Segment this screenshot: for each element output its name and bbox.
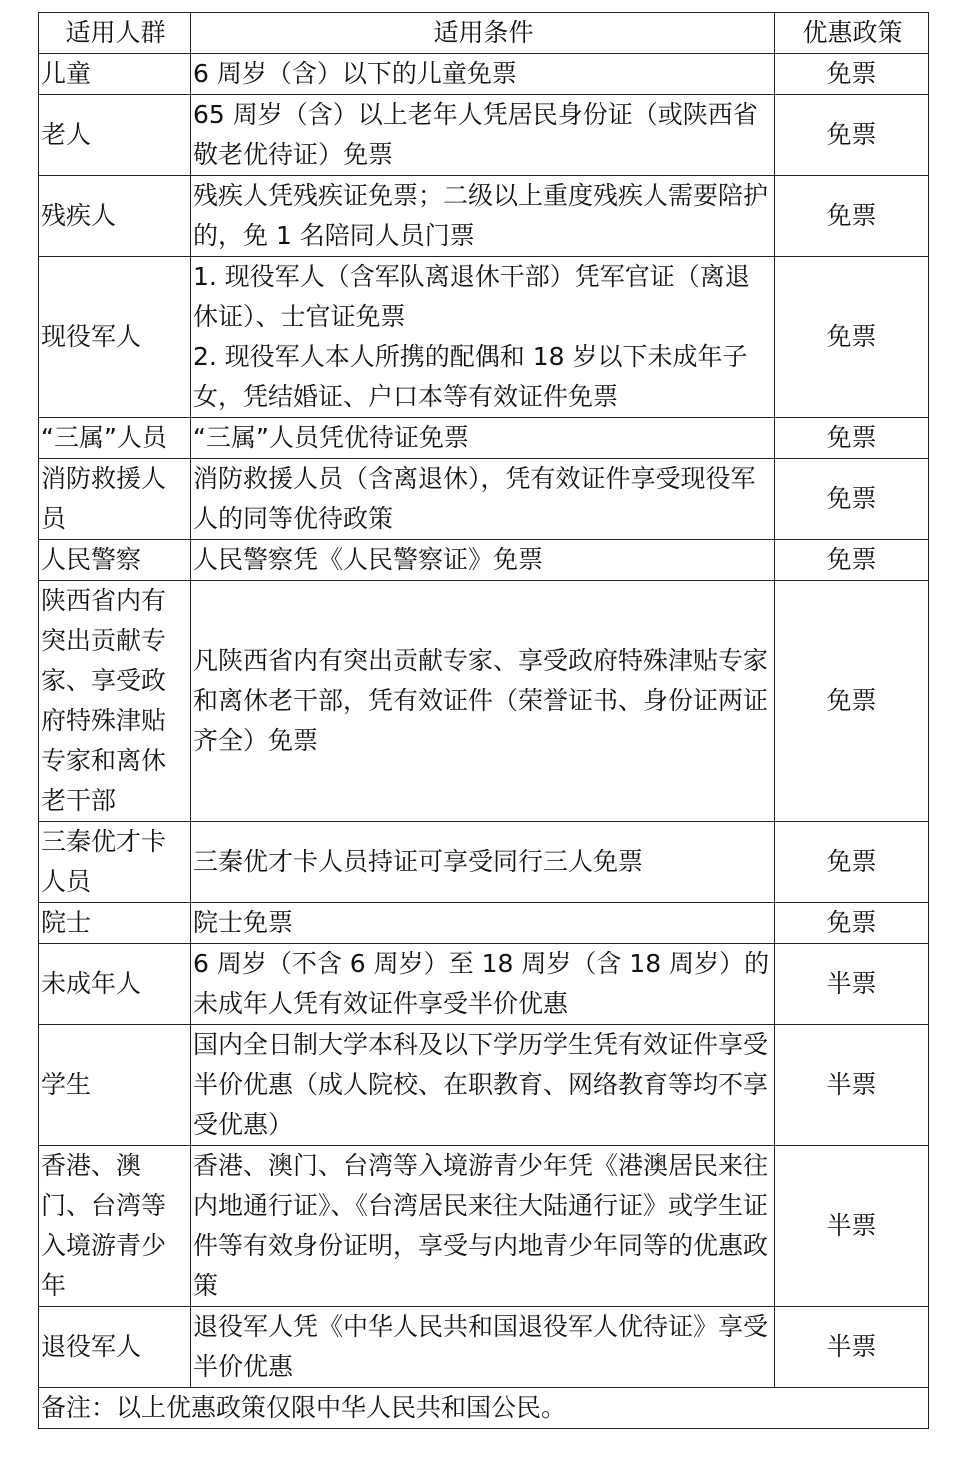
group-cell: 儿童 [39,54,191,95]
policy-cell: 免票 [775,581,929,822]
policy-cell: 半票 [775,944,929,1025]
table-row [39,581,929,822]
table-row [39,95,929,176]
group-cell: 残疾人 [39,176,191,257]
condition-cell: 凡陕西省内有突出贡献专家、享受政府特殊津贴专家和离休老干部，凭有效证件（荣誉证书、身份证两证齐全）免票 [191,581,775,822]
table-row [39,1307,929,1388]
table-row [39,418,929,459]
policy-cell: 免票 [775,459,929,540]
condition-cell: “三属”人员凭优待证免票 [191,418,775,459]
group-cell: 学生 [39,1025,191,1146]
policy-cell: 免票 [775,540,929,581]
condition-cell: 院士免票 [191,903,775,944]
condition-line: 1. 现役军人（含军队离退休干部）凭军官证（离退休证）、士官证免票 [193,262,750,331]
group-cell: 人民警察 [39,540,191,581]
condition-cell: 人民警察凭《人民警察证》免票 [191,540,775,581]
table-row [39,459,929,540]
table-row [39,176,929,257]
discount-policy-table-container [38,12,928,1429]
group-cell: 老人 [39,95,191,176]
discount-policy-table [38,12,929,1429]
header-policy: 优惠政策 [775,13,929,54]
group-cell: 院士 [39,903,191,944]
note-cell: 备注：以上优惠政策仅限中华人民共和国公民。 [39,1388,929,1429]
table-row [39,822,929,903]
policy-cell: 半票 [775,1146,929,1307]
table-row [39,257,929,418]
policy-cell: 免票 [775,176,929,257]
condition-cell: 6 周岁（不含 6 周岁）至 18 周岁（含 18 周岁）的未成年人凭有效证件享受半价优惠 [191,944,775,1025]
group-cell: 三秦优才卡人员 [39,822,191,903]
note-row [39,1388,929,1429]
condition-cell: 65 周岁（含）以上老年人凭居民身份证（或陕西省敬老优待证）免票 [191,95,775,176]
policy-cell: 半票 [775,1025,929,1146]
table-row [39,1146,929,1307]
policy-cell: 半票 [775,1307,929,1388]
condition-cell: 国内全日制大学本科及以下学历学生凭有效证件享受半价优惠（成人院校、在职教育、网络教育等均不享受优惠） [191,1025,775,1146]
condition-cell: 残疾人凭残疾证免票；二级以上重度残疾人需要陪护的，免 1 名陪同人员门票 [191,176,775,257]
condition-cell: 三秦优才卡人员持证可享受同行三人免票 [191,822,775,903]
header-condition: 适用条件 [191,13,775,54]
table-row [39,903,929,944]
group-cell: 香港、澳门、台湾等入境游青少年 [39,1146,191,1307]
group-cell: 现役军人 [39,257,191,418]
group-cell: “三属”人员 [39,418,191,459]
table-header-row [39,13,929,54]
condition-cell: 香港、澳门、台湾等入境游青少年凭《港澳居民来往内地通行证》、《台湾居民来往大陆通行证》或学生证件等有效身份证明，享受与内地青少年同等的优惠政策 [191,1146,775,1307]
condition-cell: 6 周岁（含）以下的儿童免票 [191,54,775,95]
condition-line: 2. 现役军人本人所携的配偶和 18 岁以下未成年子女，凭结婚证、户口本等有效证件免票 [193,342,748,411]
table-row [39,540,929,581]
condition-cell: 消防救援人员（含离退休），凭有效证件享受现役军人的同等优待政策 [191,459,775,540]
policy-cell: 免票 [775,903,929,944]
policy-cell: 免票 [775,822,929,903]
condition-cell [191,257,775,418]
policy-cell: 免票 [775,95,929,176]
policy-cell: 免票 [775,418,929,459]
table-row [39,1025,929,1146]
policy-cell: 免票 [775,54,929,95]
group-cell: 退役军人 [39,1307,191,1388]
table-row [39,944,929,1025]
condition-cell: 退役军人凭《中华人民共和国退役军人优待证》享受半价优惠 [191,1307,775,1388]
policy-cell: 免票 [775,257,929,418]
group-cell: 陕西省内有突出贡献专家、享受政府特殊津贴专家和离休老干部 [39,581,191,822]
group-cell: 消防救援人员 [39,459,191,540]
group-cell: 未成年人 [39,944,191,1025]
header-group: 适用人群 [39,13,191,54]
table-row [39,54,929,95]
